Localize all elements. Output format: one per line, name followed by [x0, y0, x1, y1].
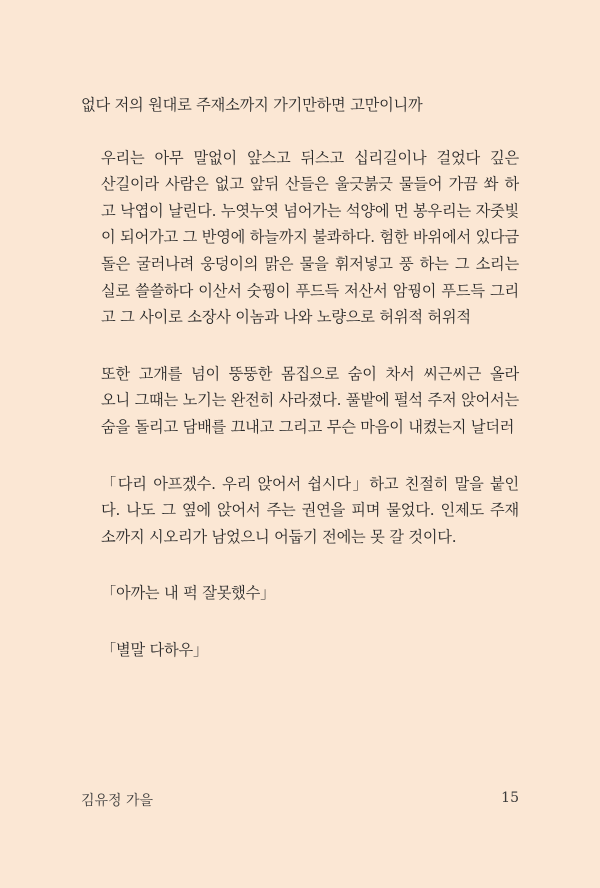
text-line: 「아까는 내 퍽 잘못했수」 — [101, 584, 276, 603]
text-line: 고 그 사이로 소장사 이놈과 나와 노량으로 허위적 허위적 — [101, 308, 471, 327]
paragraph — [81, 145, 519, 331]
text-line: 산길이라 사람은 없고 앞뒤 산들은 울긋붉긋 물들어 가끔 쏴 하 — [101, 175, 519, 194]
text-line: 우리는 아무 말없이 앞스고 뒤스고 십리길이나 걸었다 깊은 — [101, 148, 519, 167]
text-line: 실로 쓸쓸하다 이산서 숫꿩이 푸드득 저산서 암꿩이 푸드득 그리 — [101, 281, 519, 300]
text-line: 없다 저의 원대로 주재소까지 가기만하면 고만이니까 — [81, 96, 423, 114]
text-line: 돌은 굴러나려 웅덩이의 맑은 물을 휘저넣고 풍 하는 그 소리는 — [101, 254, 519, 273]
page-number: 15 — [501, 790, 519, 806]
paragraph — [81, 580, 519, 607]
text-line: 「다리 아프겠수. 우리 앉어서 쉽시다」하고 친절히 말을 붙인 — [101, 474, 519, 493]
text-line: 「별말 다하우」 — [101, 640, 208, 659]
footer-title: 김유정 가을 — [81, 793, 154, 809]
text-line: 숨을 돌리고 담배를 끄내고 그리고 무슨 마음이 내켰는지 날더러 — [101, 417, 515, 436]
paragraph — [81, 637, 519, 664]
text-line: 다. 나도 그 옆에 앉어서 주는 권연을 피며 물었다. 인제도 주재 — [101, 501, 519, 520]
paragraph — [81, 361, 519, 441]
text-line: 소까지 시오리가 남었으니 어둡기 전에는 못 갈 것이다. — [101, 527, 457, 546]
text-line: 또한 고개를 넘이 뚱뚱한 몸집으로 숨이 차서 씨근씨근 올라 — [101, 364, 519, 383]
body-text — [81, 92, 519, 694]
text-line: 이 되어가고 그 반영에 하늘까지 불콰하다. 험한 바위에서 있다금 — [101, 228, 519, 247]
paragraph — [81, 471, 519, 551]
text-line: 오니 그때는 노기는 완전히 사라졌다. 풀밭에 펄석 주저 앉어서는 — [101, 391, 519, 410]
text-line: 고 낙엽이 날린다. 누엿누엿 넘어가는 석양에 먼 봉우리는 자줏빛 — [101, 201, 519, 220]
paragraph — [81, 92, 519, 119]
